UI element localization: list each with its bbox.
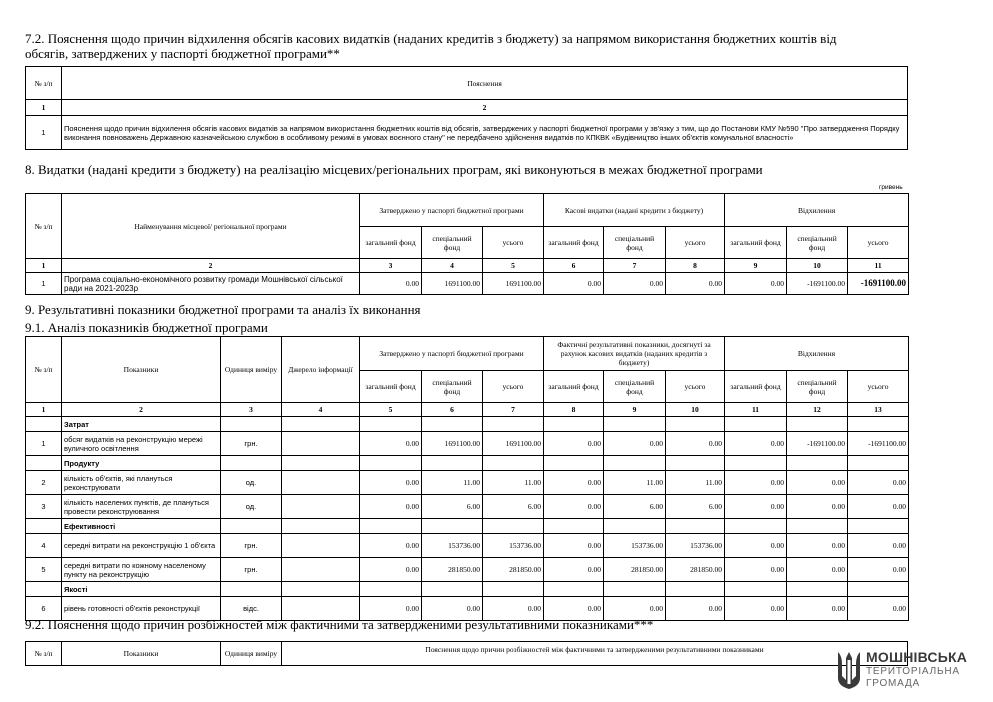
col-header-general: загальний фонд	[360, 227, 422, 259]
indicator-name: обсяг видатків на реконструкцію мережі вуличного освітлення	[62, 432, 221, 456]
col-header-total: усього	[848, 227, 909, 259]
empty-cell	[483, 582, 544, 597]
value-cell: 0.00	[360, 273, 422, 295]
empty-cell	[483, 456, 544, 471]
table-row	[26, 534, 909, 558]
empty-cell	[26, 417, 62, 432]
empty-cell	[725, 417, 787, 432]
row-number: 1	[26, 273, 62, 295]
col-number: 7	[604, 259, 666, 273]
col-number: 9	[604, 403, 666, 417]
value-cell: 0.00	[787, 495, 848, 519]
col-number: 10	[666, 403, 725, 417]
value-cell: 0.00	[725, 432, 787, 456]
value-cell: 0.00	[725, 273, 787, 295]
empty-cell	[422, 456, 483, 471]
table-8	[25, 193, 909, 295]
value-cell: 0.00	[544, 273, 604, 295]
row-number: 2	[26, 471, 62, 495]
empty-cell	[544, 519, 604, 534]
table-7-2	[25, 66, 908, 150]
row-number: 5	[26, 558, 62, 582]
value-cell: 281850.00	[422, 558, 483, 582]
value-cell: 0.00	[544, 432, 604, 456]
section-9-1-title: 9.1. Аналіз показників бюджетної програми	[25, 320, 268, 335]
col-number: 6	[544, 259, 604, 273]
value-cell: -1691100.00	[787, 273, 848, 295]
value-cell: 0.00	[604, 432, 666, 456]
value-cell: 0.00	[787, 558, 848, 582]
indicator-name: кількість населених пунктів, де плануться провести реконструювання	[62, 495, 221, 519]
column-numbers-row	[26, 259, 909, 273]
empty-cell	[848, 417, 909, 432]
col-header-indicators: Показники	[62, 642, 221, 666]
empty-cell	[360, 417, 422, 432]
col-number: 13	[848, 403, 909, 417]
value-cell: 0.00	[360, 534, 422, 558]
value-cell: 0.00	[360, 471, 422, 495]
empty-cell	[725, 582, 787, 597]
col-header-source: Джерело інформації	[282, 337, 360, 403]
col-number: 2	[62, 259, 360, 273]
table-row	[26, 432, 909, 456]
group-row	[26, 417, 909, 432]
col-number: 11	[848, 259, 909, 273]
indicator-name: середні витрати по кожному населеному пункту на реконструкцію	[62, 558, 221, 582]
empty-cell	[26, 519, 62, 534]
col-header-total: усього	[848, 371, 909, 403]
value-cell: 0.00	[725, 534, 787, 558]
value-cell: 6.00	[422, 495, 483, 519]
col-header-general: загальний фонд	[544, 371, 604, 403]
empty-cell	[422, 417, 483, 432]
col-header-total: усього	[483, 227, 544, 259]
indicator-name: середні витрати на реконструкцію 1 об'єкта	[62, 534, 221, 558]
col-number: 9	[725, 259, 787, 273]
col-number: 1	[26, 100, 62, 116]
col-number: 3	[221, 403, 282, 417]
value-cell: 0.00	[544, 597, 604, 621]
empty-cell	[360, 456, 422, 471]
group-row	[26, 456, 909, 471]
row-number: 4	[26, 534, 62, 558]
value-cell: 1691100.00	[422, 273, 483, 295]
value-cell: 0.00	[666, 597, 725, 621]
value-cell: 0.00	[360, 597, 422, 621]
col-header-program-name: Найменування місцевої/ регіональної програми	[62, 194, 360, 259]
empty-cell	[787, 417, 848, 432]
value-cell: 0.00	[848, 597, 909, 621]
value-cell: 281850.00	[483, 558, 544, 582]
logo-line2: ТЕРИТОРІАЛЬНА	[866, 666, 960, 677]
value-cell: 0.00	[360, 432, 422, 456]
value-cell: 281850.00	[666, 558, 725, 582]
empty-cell	[787, 582, 848, 597]
value-cell: 0.00	[848, 534, 909, 558]
unit-cell: грн.	[221, 432, 282, 456]
col-header-general: загальний фонд	[360, 371, 422, 403]
value-cell: 0.00	[848, 495, 909, 519]
value-cell: 0.00	[360, 495, 422, 519]
empty-cell	[282, 456, 360, 471]
empty-cell	[26, 456, 62, 471]
col-header-special: спеціальний фонд	[422, 371, 483, 403]
empty-cell	[604, 417, 666, 432]
col-header-no: № з/п	[26, 337, 62, 403]
empty-cell	[787, 519, 848, 534]
group-label: Якості	[62, 582, 221, 597]
section-8-title: 8. Видатки (надані кредити з бюджету) на реалізацію місцевих/регіональних програм, які виконуються в межах бюджетної програми	[25, 162, 763, 177]
col-number: 10	[787, 259, 848, 273]
empty-cell	[483, 519, 544, 534]
value-cell: 281850.00	[604, 558, 666, 582]
community-logo	[836, 648, 981, 692]
value-cell: 1691100.00	[483, 432, 544, 456]
group-row	[26, 519, 909, 534]
value-cell: 0.00	[725, 597, 787, 621]
empty-cell	[787, 456, 848, 471]
empty-cell	[666, 519, 725, 534]
col-number: 2	[62, 100, 908, 116]
program-name: Програма соціально-економічного розвитку громади Мошнівської сільської ради на 2021-2023р	[62, 273, 360, 295]
indicator-name: рівень готовності об'єктів реконструкції	[62, 597, 221, 621]
col-number: 7	[483, 403, 544, 417]
row-number: 1	[26, 116, 62, 150]
col-header-total: усього	[483, 371, 544, 403]
value-cell: 0.00	[666, 273, 725, 295]
row-number: 3	[26, 495, 62, 519]
col-number: 4	[282, 403, 360, 417]
col-group-cash: Касові видатки (надані кредити з бюджету)	[544, 194, 725, 227]
col-number: 5	[360, 403, 422, 417]
col-number: 4	[422, 259, 483, 273]
empty-cell	[666, 582, 725, 597]
col-header-special: спеціальний фонд	[422, 227, 483, 259]
col-header-explanation: Пояснення щодо причин розбіжностей між фактичними та затвердженими результативними показниками	[282, 642, 908, 666]
col-number: 12	[787, 403, 848, 417]
value-cell: 11.00	[666, 471, 725, 495]
empty-cell	[666, 456, 725, 471]
trident-icon	[836, 650, 862, 690]
currency-unit: гривень	[879, 184, 903, 191]
empty-cell	[221, 519, 282, 534]
col-header-general: загальний фонд	[725, 371, 787, 403]
value-cell: 0.00	[725, 495, 787, 519]
value-cell: 11.00	[483, 471, 544, 495]
col-header-special: спеціальний фонд	[604, 227, 666, 259]
col-header-total: усього	[666, 371, 725, 403]
group-label: Ефективності	[62, 519, 221, 534]
value-cell: 0.00	[544, 558, 604, 582]
logo-line3: ГРОМАДА	[866, 678, 921, 689]
col-header-unit: Одиниця виміру	[221, 642, 282, 666]
empty-cell	[26, 582, 62, 597]
col-header-special: спеціальний фонд	[787, 371, 848, 403]
unit-cell: од.	[221, 495, 282, 519]
empty-cell	[604, 456, 666, 471]
value-cell: 153736.00	[666, 534, 725, 558]
col-number: 6	[422, 403, 483, 417]
col-number: 1	[26, 259, 62, 273]
value-cell: -1691100.00	[848, 273, 909, 295]
logo-line1: МОШНІВСЬКА	[866, 649, 968, 665]
table-row	[26, 471, 909, 495]
col-group-approved: Затверджено у паспорті бюджетної програми	[360, 337, 544, 371]
value-cell: -1691100.00	[787, 432, 848, 456]
source-cell	[282, 534, 360, 558]
col-number: 11	[725, 403, 787, 417]
col-header-no: № з/п	[26, 67, 62, 100]
value-cell: 0.00	[725, 471, 787, 495]
empty-cell	[604, 582, 666, 597]
empty-cell	[422, 519, 483, 534]
table-row	[26, 558, 909, 582]
value-cell: -1691100.00	[848, 432, 909, 456]
empty-cell	[848, 582, 909, 597]
empty-cell	[544, 417, 604, 432]
section-7-2-title-line1: 7.2. Пояснення щодо причин відхилення обсягів касових видатків (наданих кредитів з бюджету) за напрямом використання бюджетних коштів від	[25, 31, 837, 46]
source-cell	[282, 495, 360, 519]
col-header-total: усього	[666, 227, 725, 259]
empty-cell	[725, 519, 787, 534]
value-cell: 0.00	[544, 534, 604, 558]
value-cell: 0.00	[787, 534, 848, 558]
value-cell: 11.00	[604, 471, 666, 495]
col-group-actual: Фактичні результативні показники, досягнуті за рахунок касових видатків (наданих кредитів з бюджету)	[544, 337, 725, 371]
value-cell: 153736.00	[422, 534, 483, 558]
table-9-2	[25, 641, 908, 666]
value-cell: 0.00	[604, 273, 666, 295]
explanation-text: Пояснення щодо причин відхилення обсягів касових видатків за напрямом використання бюджетних коштів від обсягів, затверджених у паспорті бюджетної програми у зв'язку з тим, що до Постанови КМУ №590 "Про затвердження Порядку виконання повноважень Державною казначейською службою в особливому режимі в умовах воєнного стану" не передбачено здійснення видатків по КПКВК «Будівництво інших об'єктів комунальної власності»	[62, 116, 908, 150]
value-cell: 153736.00	[483, 534, 544, 558]
value-cell: 6.00	[483, 495, 544, 519]
table-row	[26, 495, 909, 519]
empty-cell	[725, 456, 787, 471]
value-cell: 0.00	[360, 558, 422, 582]
row-number: 6	[26, 597, 62, 621]
source-cell	[282, 471, 360, 495]
value-cell: 6.00	[666, 495, 725, 519]
empty-cell	[483, 417, 544, 432]
empty-cell	[422, 582, 483, 597]
col-number: 5	[483, 259, 544, 273]
value-cell: 1691100.00	[483, 273, 544, 295]
col-header-special: спеціальний фонд	[604, 371, 666, 403]
value-cell: 0.00	[483, 597, 544, 621]
col-number: 2	[62, 403, 221, 417]
group-label: Продукту	[62, 456, 221, 471]
value-cell: 0.00	[544, 471, 604, 495]
group-label: Затрат	[62, 417, 221, 432]
group-row	[26, 582, 909, 597]
value-cell: 153736.00	[604, 534, 666, 558]
empty-cell	[544, 582, 604, 597]
value-cell: 0.00	[604, 597, 666, 621]
empty-cell	[282, 519, 360, 534]
col-group-deviation: Відхилення	[725, 337, 909, 371]
col-header-no: № з/п	[26, 642, 62, 666]
unit-cell: грн.	[221, 558, 282, 582]
value-cell: 0.00	[666, 432, 725, 456]
table-row	[26, 273, 909, 295]
col-group-approved: Затверджено у паспорті бюджетної програми	[360, 194, 544, 227]
unit-cell: відс.	[221, 597, 282, 621]
value-cell: 0.00	[544, 495, 604, 519]
value-cell: 1691100.00	[422, 432, 483, 456]
col-number: 8	[666, 259, 725, 273]
empty-cell	[221, 456, 282, 471]
empty-cell	[666, 417, 725, 432]
empty-cell	[360, 582, 422, 597]
empty-cell	[221, 582, 282, 597]
row-number: 1	[26, 432, 62, 456]
indicators-body	[26, 417, 909, 621]
col-header-explanation: Пояснення	[62, 67, 908, 100]
unit-cell: од.	[221, 471, 282, 495]
empty-cell	[221, 417, 282, 432]
value-cell: 0.00	[787, 471, 848, 495]
col-number: 8	[544, 403, 604, 417]
value-cell: 0.00	[422, 597, 483, 621]
value-cell: 0.00	[848, 471, 909, 495]
value-cell: 0.00	[787, 597, 848, 621]
col-header-special: спеціальний фонд	[787, 227, 848, 259]
col-number: 1	[26, 403, 62, 417]
col-header-indicators: Показники	[62, 337, 221, 403]
empty-cell	[282, 417, 360, 432]
empty-cell	[848, 519, 909, 534]
section-7-2-title-line2: обсягів, затверджених у паспорті бюджетної програми**	[25, 46, 340, 61]
empty-cell	[848, 456, 909, 471]
col-group-deviation: Відхилення	[725, 194, 909, 227]
empty-cell	[544, 456, 604, 471]
empty-cell	[282, 582, 360, 597]
source-cell	[282, 432, 360, 456]
value-cell: 6.00	[604, 495, 666, 519]
value-cell: 11.00	[422, 471, 483, 495]
col-header-general: загальний фонд	[544, 227, 604, 259]
col-header-general: загальний фонд	[725, 227, 787, 259]
source-cell	[282, 558, 360, 582]
value-cell: 0.00	[848, 558, 909, 582]
unit-cell: грн.	[221, 534, 282, 558]
col-header-no: № з/п	[26, 194, 62, 259]
indicator-name: кількість об'єктів, які плануться реконструювати	[62, 471, 221, 495]
section-9-2-title: 9.2. Пояснення щодо причин розбіжностей між фактичними та затвердженими результативними показниками***	[25, 617, 654, 632]
empty-cell	[604, 519, 666, 534]
col-number: 3	[360, 259, 422, 273]
section-9-title: 9. Результативні показники бюджетної програми та аналіз їх виконання	[25, 302, 421, 317]
column-numbers-row	[26, 403, 909, 417]
value-cell: 0.00	[725, 558, 787, 582]
empty-cell	[360, 519, 422, 534]
table-9-1	[25, 336, 909, 621]
col-header-unit: Одиниця виміру	[221, 337, 282, 403]
